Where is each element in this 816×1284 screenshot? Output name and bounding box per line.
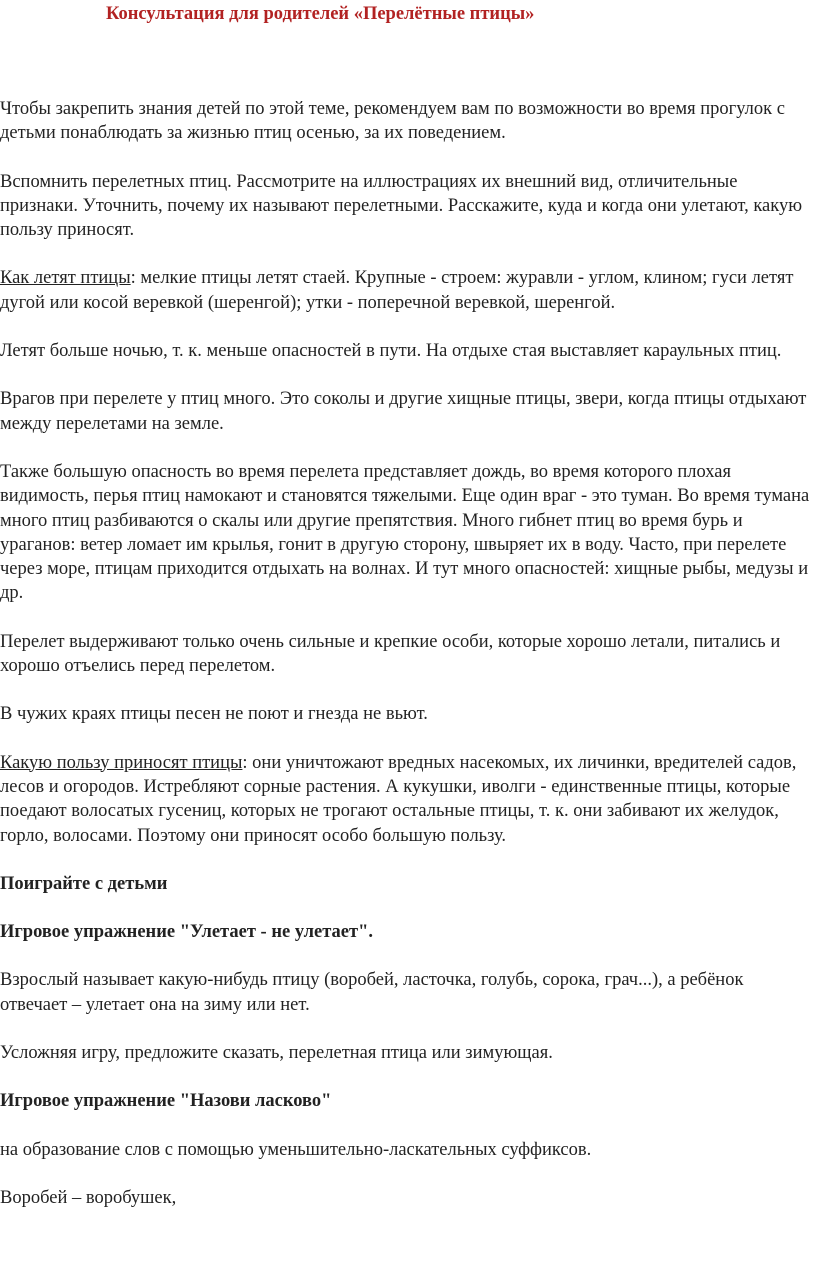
document-body	[0, 97, 816, 1234]
paragraph-how-birds-fly	[0, 266, 812, 315]
heading-game-call-kindly: Игровое упражнение "Назови ласково"	[0, 1091, 332, 1112]
paragraph-game-description: Взрослый называет какую-нибудь птицу (воробей, ласточка, голубь, сорока, грач...), а ребёнок отвечает – улетает она на зиму или нет.	[0, 970, 744, 1015]
benefits-heading: Какую пользу приносят птицы	[0, 752, 243, 773]
paragraph-intro: Чтобы закрепить знания детей по этой теме, рекомендуем вам по возможности во время прогулок с детьми понаблюдать за жизнью птиц осенью, за их поведением.	[0, 99, 785, 144]
how-birds-fly-text: : мелкие птицы летят стаей. Крупные - строем: журавли - углом, клином; гуси летят дугой или косой веревкой (шеренгой); утки - поперечной веревкой, шеренгой.	[0, 268, 794, 313]
paragraph-recall-birds: Вспомнить перелетных птиц. Рассмотрите на иллюстрациях их внешний вид, отличительные признаки. Уточнить, почему их называют перелетными. Расскажите, куда и когда они улетают, какую пользу приносят.	[0, 171, 803, 241]
heading-play-with-children: Поиграйте с детьми	[0, 873, 168, 894]
paragraph-dangers: Также большую опасность во время перелета представляет дождь, во время которого плохая видимость, перья птиц намокают и становятся тяжелыми. Еще один враг - это туман. Во время тумана много птиц разбиваются о скалы или другие препятствия. Много гибнет птиц во время бурь и ураганов: ветер ломает им крылья, гонит в другую сторону, швыряет их в воду. Часто, при перелете через море, птицам приходится отдыхать на волнах. И тут много опасностей: хищные рыбы, медузы и др.	[0, 461, 810, 604]
paragraph-game-harder: Усложняя игру, предложите сказать, перелетная птица или зимующая.	[0, 1043, 553, 1064]
paragraph-enemies: Врагов при перелете у птиц много. Это соколы и другие хищные птицы, звери, когда птицы отдыхают между перелетами на земле.	[0, 389, 807, 434]
heading-game-flies-away: Игровое упражнение "Улетает - не улетает".	[0, 922, 373, 943]
benefits-text: : они уничтожают вредных насекомых, их личинки, вредителей садов, лесов и огородов. Истребляют сорные растения. А кукушки, иволги - единственные птицы, которые поедают волосатых гусениц, которых не трогают остальные птицы, т. к. они забивают их желудок, горло, волосами. Поэтому они приносят особо большую пользу.	[0, 752, 797, 846]
paragraph-fly-at-night: Летят больше ночью, т. к. меньше опасностей в пути. На отдыхе стая выставляет караульных птиц.	[0, 341, 782, 362]
document-title: Консультация для родителей «Перелётные птицы»	[106, 4, 535, 24]
paragraph-benefits	[0, 751, 812, 848]
paragraph-strong-birds: Перелет выдерживают только очень сильные и крепкие особи, которые хорошо летали, питались и хорошо отъелись перед перелетом.	[0, 631, 781, 677]
paragraph-suffixes: на образование слов с помощью уменьшительно-ласкательных суффиксов.	[0, 1139, 592, 1160]
paragraph-foreign-lands: В чужих краях птицы песен не поют и гнезда не вьют.	[0, 704, 428, 725]
how-birds-fly-heading: Как летят птицы	[0, 268, 131, 289]
paragraph-example-sparrow: Воробей – воробушек,	[0, 1187, 177, 1208]
